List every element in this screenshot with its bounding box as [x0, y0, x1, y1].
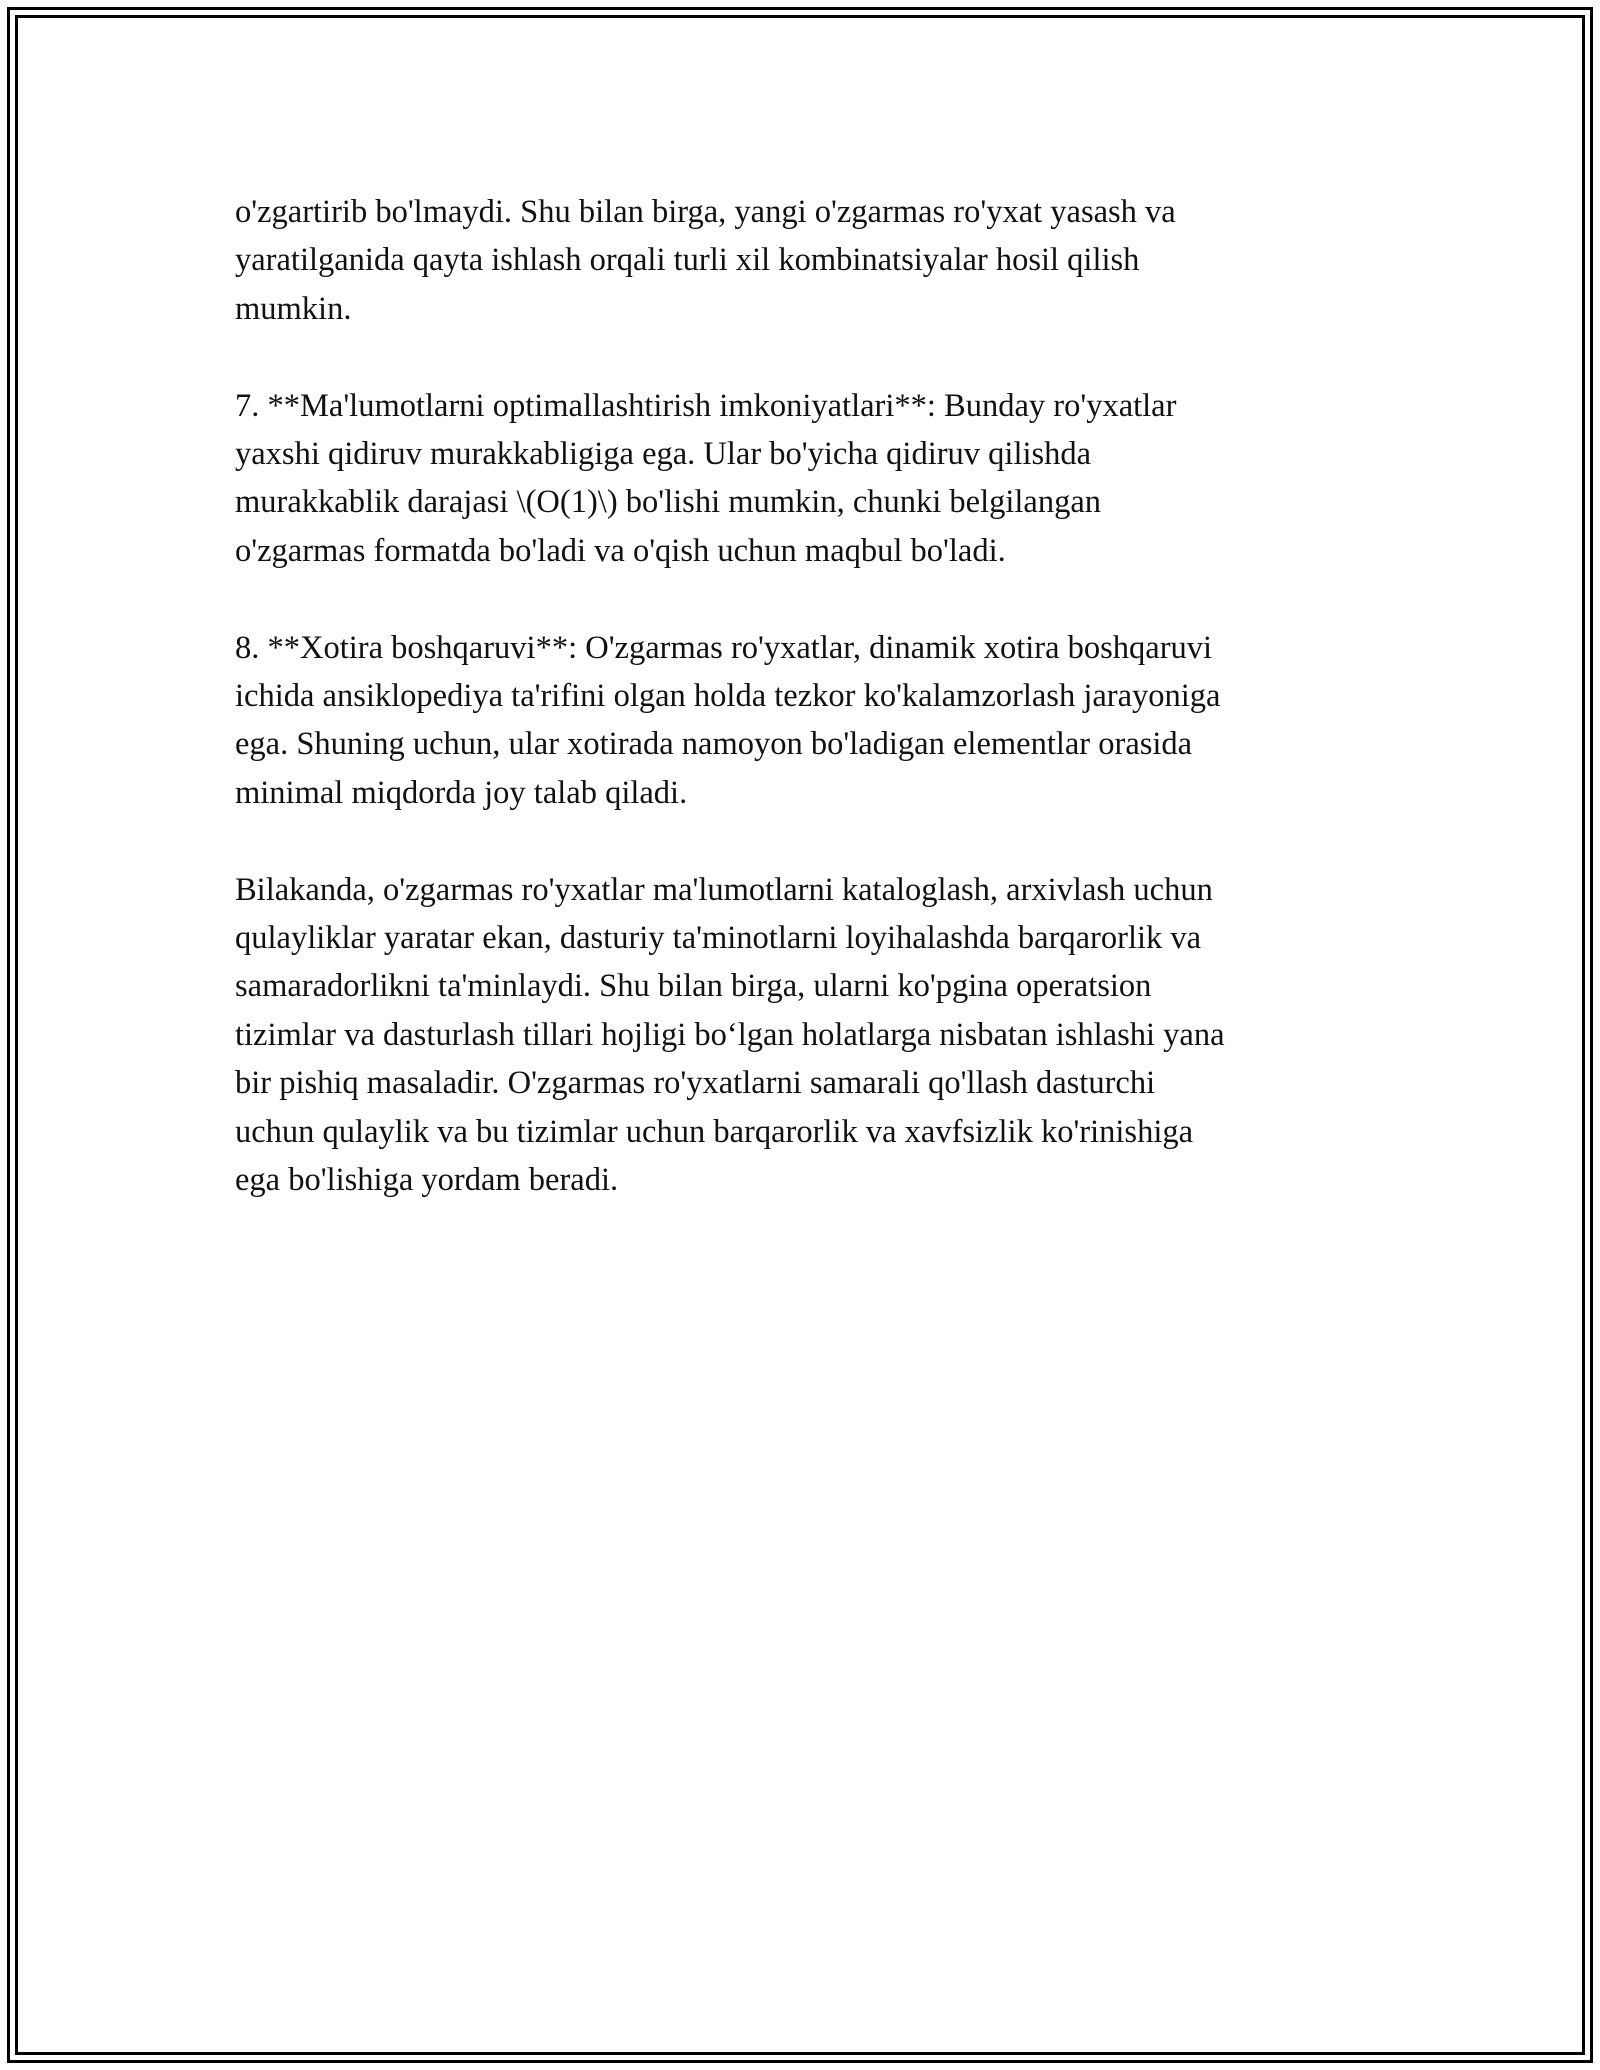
text-line: o'zgarmas formatda bo'ladi va o'qish uchun maqbul bo'ladi.: [235, 532, 1006, 569]
text-line: uchun qulaylik va bu tizimlar uchun barqarorlik va xavfsizlik ko'rinishiga: [235, 1113, 1194, 1150]
paragraph-item-7: [235, 382, 1375, 576]
text-line: Bilakanda, o'zgarmas ro'yxatlar ma'lumotlarni kataloglash, arxivlash uchun: [235, 871, 1213, 908]
paragraph-continuation: [235, 188, 1375, 333]
text-line: mumkin.: [235, 290, 352, 327]
paragraph-item-8: [235, 624, 1375, 818]
text-line: 8. **Xotira boshqaruvi**: O'zgarmas ro'yxatlar, dinamik xotira boshqaruvi: [235, 629, 1213, 666]
text-line: 7. **Ma'lumotlarni optimallashtirish imkoniyatlari**: Bunday ro'yxatlar: [235, 387, 1177, 424]
text-line: ichida ansiklopediya ta'rifini olgan holda tezkor ko'kalamzorlash jarayoniga: [235, 678, 1221, 715]
text-line: o'zgartirib bo'lmaydi. Shu bilan birga, yangi o'zgarmas ro'yxat yasash va: [235, 194, 1176, 230]
text-line: bir pishiq masaladir. O'zgarmas ro'yxatlarni samarali qo'llash dasturchi: [235, 1065, 1156, 1102]
text-line: murakkablik darajasi \(O(1)\) bo'lishi mumkin, chunki belgilangan: [235, 484, 1102, 521]
text-line: qulayliklar yaratar ekan, dasturiy ta'minotlarni loyihalashda barqarorlik va: [235, 920, 1202, 957]
text-line: ega. Shuning uchun, ular xotirada namoyon bo'ladigan elementlar orasida: [235, 726, 1193, 763]
text-line: minimal miqdorda joy talab qiladi.: [235, 774, 688, 811]
text-line: yaratilganida qayta ishlash orqali turli xil kombinatsiyalar hosil qilish: [235, 242, 1140, 279]
text-line: tizimlar va dasturlash tillari hojligi bo‘lgan holatlarga nisbatan ishlashi yana: [235, 1016, 1225, 1053]
paragraph-conclusion: [235, 866, 1375, 1205]
document-body: [235, 188, 1375, 1253]
text-line: yaxshi qidiruv murakkabligiga ega. Ular bo'yicha qidiruv qilishda: [235, 436, 1092, 473]
text-line: ega bo'lishiga yordam beradi.: [235, 1162, 619, 1199]
text-line: samaradorlikni ta'minlaydi. Shu bilan birga, ularni ko'pgina operatsion: [235, 968, 1152, 1005]
